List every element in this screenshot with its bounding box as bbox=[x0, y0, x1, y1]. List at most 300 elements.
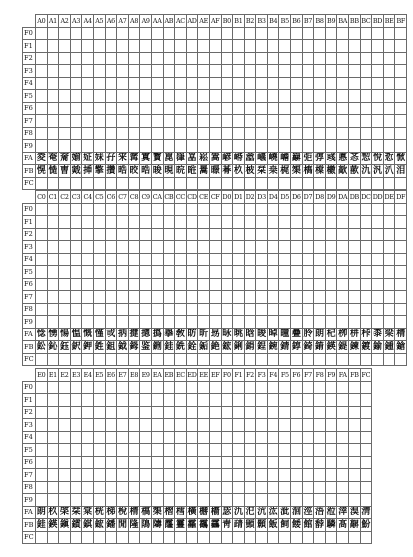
empty-cell bbox=[209, 394, 221, 407]
empty-cell bbox=[360, 140, 372, 153]
empty-cell bbox=[117, 494, 129, 507]
header-row bbox=[23, 369, 372, 382]
empty-cell bbox=[267, 90, 279, 103]
empty-cell bbox=[337, 140, 349, 153]
empty-cell bbox=[36, 481, 48, 494]
empty-cell bbox=[59, 77, 71, 90]
glyph-cell: 杞 bbox=[326, 329, 336, 340]
empty-cell bbox=[244, 353, 256, 366]
empty-cell bbox=[105, 216, 117, 229]
empty-cell bbox=[93, 316, 105, 329]
empty-cell bbox=[175, 481, 187, 494]
row-label: F2 bbox=[23, 52, 36, 65]
empty-cell bbox=[360, 481, 372, 494]
empty-cell bbox=[383, 228, 395, 241]
empty-cell bbox=[163, 52, 175, 65]
corner-cell bbox=[23, 15, 36, 28]
empty-cell bbox=[221, 216, 233, 229]
glyph-cell: 棈 bbox=[129, 507, 139, 518]
empty-cell bbox=[151, 291, 163, 304]
empty-cell bbox=[93, 102, 105, 115]
empty-cell bbox=[395, 52, 407, 65]
empty-cell bbox=[360, 52, 372, 65]
empty-cell bbox=[59, 52, 71, 65]
row-label: FA bbox=[23, 328, 36, 341]
empty-cell bbox=[82, 77, 94, 90]
empty-cell bbox=[59, 127, 71, 140]
empty-cell bbox=[163, 77, 175, 90]
empty-cell bbox=[59, 456, 71, 469]
empty-cell bbox=[279, 444, 291, 457]
empty-cell bbox=[47, 115, 59, 128]
empty-cell bbox=[128, 127, 140, 140]
column-header: B6 bbox=[291, 15, 303, 28]
empty-cell bbox=[186, 52, 198, 65]
empty-cell bbox=[175, 353, 187, 366]
glyph-cell: 妹 bbox=[94, 153, 104, 164]
empty-cell bbox=[163, 291, 175, 304]
column-header: CF bbox=[209, 191, 221, 204]
empty-cell bbox=[151, 531, 163, 544]
empty-cell bbox=[82, 216, 94, 229]
glyph-cell: 鋗 bbox=[245, 341, 255, 352]
empty-cell bbox=[302, 140, 314, 153]
empty-cell bbox=[151, 406, 163, 419]
glyph-cell: 晥 bbox=[175, 165, 185, 176]
empty-cell bbox=[279, 469, 291, 482]
empty-cell bbox=[395, 228, 407, 241]
empty-cell bbox=[314, 316, 326, 329]
glyph-cell: 鐇 bbox=[106, 519, 116, 530]
empty-cell bbox=[36, 203, 48, 216]
empty-cell bbox=[325, 102, 337, 115]
glyph-cell: 鎭 bbox=[59, 519, 69, 530]
empty-cell bbox=[209, 316, 221, 329]
empty-cell bbox=[244, 406, 256, 419]
empty-cell bbox=[117, 216, 129, 229]
empty-cell bbox=[372, 40, 384, 53]
empty-cell bbox=[267, 127, 279, 140]
empty-cell bbox=[128, 241, 140, 254]
empty-cell bbox=[244, 456, 256, 469]
glyph-cell: 擧 bbox=[164, 329, 174, 340]
empty-cell bbox=[267, 291, 279, 304]
empty-cell bbox=[36, 77, 48, 90]
empty-cell bbox=[337, 90, 349, 103]
glyph-cell: 驎 bbox=[326, 519, 336, 530]
empty-cell bbox=[291, 353, 303, 366]
empty-cell bbox=[349, 115, 361, 128]
empty-cell bbox=[279, 353, 291, 366]
column-header: F1 bbox=[233, 369, 245, 382]
empty-cell bbox=[70, 127, 82, 140]
glyph-cell: 悳 bbox=[338, 153, 348, 164]
empty-cell bbox=[36, 266, 48, 279]
empty-cell bbox=[233, 266, 245, 279]
empty-cell bbox=[372, 216, 384, 229]
row-label: F1 bbox=[23, 394, 36, 407]
row-label: F9 bbox=[23, 494, 36, 507]
empty-cell bbox=[163, 531, 175, 544]
empty-cell bbox=[36, 419, 48, 432]
empty-cell bbox=[163, 266, 175, 279]
empty-cell bbox=[117, 228, 129, 241]
empty-cell bbox=[70, 253, 82, 266]
empty-cell bbox=[244, 481, 256, 494]
empty-cell bbox=[140, 278, 152, 291]
empty-cell bbox=[59, 140, 71, 153]
empty-cell bbox=[325, 253, 337, 266]
glyph-cell: 栞 bbox=[257, 165, 267, 176]
empty-cell bbox=[360, 381, 372, 394]
empty-cell bbox=[151, 127, 163, 140]
empty-cell bbox=[360, 115, 372, 128]
empty-cell bbox=[198, 127, 210, 140]
glyph-cell: 桼 bbox=[373, 329, 383, 340]
table-row bbox=[23, 291, 407, 304]
column-header: C8 bbox=[128, 191, 140, 204]
glyph-cell: 嵃 bbox=[222, 153, 232, 164]
empty-cell bbox=[70, 228, 82, 241]
empty-cell bbox=[70, 65, 82, 78]
empty-cell bbox=[221, 127, 233, 140]
row-label: F7 bbox=[23, 291, 36, 304]
empty-cell bbox=[360, 90, 372, 103]
table-row bbox=[23, 316, 407, 329]
empty-cell bbox=[325, 444, 337, 457]
empty-cell bbox=[267, 444, 279, 457]
glyph-cell: 孖 bbox=[106, 153, 116, 164]
empty-cell bbox=[360, 127, 372, 140]
glyph-cell: 汃 bbox=[384, 165, 394, 176]
column-header: CD bbox=[186, 191, 198, 204]
empty-cell bbox=[186, 469, 198, 482]
empty-cell bbox=[128, 102, 140, 115]
empty-cell bbox=[279, 228, 291, 241]
corner-cell bbox=[23, 191, 36, 204]
empty-cell bbox=[140, 381, 152, 394]
empty-cell bbox=[140, 266, 152, 279]
glyph-cell: 隝 bbox=[141, 519, 151, 530]
empty-cell bbox=[267, 419, 279, 432]
empty-cell bbox=[325, 52, 337, 65]
glyph-cell: 昹 bbox=[222, 329, 232, 340]
column-header: F8 bbox=[314, 369, 326, 382]
empty-cell bbox=[279, 177, 291, 190]
empty-cell bbox=[175, 456, 187, 469]
empty-cell bbox=[233, 177, 245, 190]
empty-cell bbox=[175, 127, 187, 140]
empty-cell bbox=[325, 494, 337, 507]
column-header: C1 bbox=[47, 191, 59, 204]
empty-cell bbox=[186, 102, 198, 115]
glyph-cell: 忞 bbox=[349, 153, 359, 164]
empty-cell bbox=[186, 241, 198, 254]
empty-cell bbox=[209, 469, 221, 482]
empty-cell bbox=[151, 52, 163, 65]
empty-cell bbox=[198, 102, 210, 115]
empty-cell bbox=[82, 241, 94, 254]
glyph-cell: 靍 bbox=[199, 519, 209, 530]
empty-cell bbox=[256, 353, 268, 366]
empty-cell bbox=[325, 140, 337, 153]
empty-cell bbox=[198, 419, 210, 432]
empty-cell bbox=[302, 102, 314, 115]
empty-cell bbox=[186, 40, 198, 53]
column-header: C9 bbox=[140, 191, 152, 204]
empty-cell bbox=[291, 316, 303, 329]
empty-cell bbox=[105, 444, 117, 457]
empty-cell bbox=[93, 444, 105, 457]
empty-cell bbox=[383, 90, 395, 103]
empty-cell bbox=[198, 27, 210, 40]
glyph-cell: 桛 bbox=[361, 329, 371, 340]
glyph-cell: 寗 bbox=[129, 153, 139, 164]
empty-cell bbox=[383, 203, 395, 216]
empty-cell bbox=[337, 52, 349, 65]
empty-cell bbox=[47, 406, 59, 419]
table-row bbox=[23, 278, 407, 291]
empty-cell bbox=[360, 203, 372, 216]
empty-cell bbox=[244, 203, 256, 216]
empty-cell bbox=[209, 266, 221, 279]
glyph-cell: 歊 bbox=[338, 165, 348, 176]
empty-cell bbox=[105, 419, 117, 432]
row-label: F0 bbox=[23, 203, 36, 216]
empty-cell bbox=[244, 531, 256, 544]
empty-cell bbox=[349, 456, 361, 469]
empty-cell bbox=[325, 216, 337, 229]
empty-cell bbox=[198, 353, 210, 366]
empty-cell bbox=[209, 127, 221, 140]
empty-cell bbox=[360, 216, 372, 229]
glyph-cell: 錆 bbox=[280, 341, 290, 352]
empty-cell bbox=[244, 102, 256, 115]
empty-cell bbox=[59, 291, 71, 304]
empty-cell bbox=[47, 278, 59, 291]
empty-cell bbox=[151, 228, 163, 241]
empty-cell bbox=[302, 303, 314, 316]
empty-cell bbox=[209, 353, 221, 366]
empty-cell bbox=[279, 266, 291, 279]
empty-cell bbox=[93, 494, 105, 507]
glyph-cell: 閒 bbox=[117, 519, 127, 530]
empty-cell bbox=[163, 241, 175, 254]
empty-cell bbox=[36, 253, 48, 266]
empty-cell bbox=[163, 140, 175, 153]
empty-cell bbox=[314, 394, 326, 407]
column-header: EB bbox=[163, 369, 175, 382]
empty-cell bbox=[93, 241, 105, 254]
column-header: D6 bbox=[291, 191, 303, 204]
empty-cell bbox=[337, 419, 349, 432]
glyph-cell: 鋺 bbox=[268, 341, 278, 352]
empty-cell bbox=[256, 481, 268, 494]
empty-cell bbox=[349, 316, 361, 329]
row-label: FB bbox=[23, 341, 36, 354]
empty-cell bbox=[302, 228, 314, 241]
empty-cell bbox=[105, 40, 117, 53]
empty-cell bbox=[151, 456, 163, 469]
glyph-cell: 銑 bbox=[175, 341, 185, 352]
empty-cell bbox=[291, 102, 303, 115]
empty-cell bbox=[175, 531, 187, 544]
table-row bbox=[23, 241, 407, 254]
glyph-cell: 鋐 bbox=[94, 519, 104, 530]
empty-cell bbox=[233, 406, 245, 419]
empty-cell bbox=[47, 127, 59, 140]
glyph-cell: 髜 bbox=[349, 519, 359, 530]
glyph-cell: 橖 bbox=[315, 165, 325, 176]
empty-cell bbox=[36, 177, 48, 190]
glyph-cell: 鉶 bbox=[152, 341, 162, 352]
empty-cell bbox=[256, 102, 268, 115]
empty-cell bbox=[256, 127, 268, 140]
empty-cell bbox=[233, 494, 245, 507]
glyph-cell: 鉏 bbox=[106, 341, 116, 352]
glyph-cell: 櫢 bbox=[326, 165, 336, 176]
empty-cell bbox=[140, 203, 152, 216]
empty-cell bbox=[372, 115, 384, 128]
empty-cell bbox=[70, 27, 82, 40]
empty-cell bbox=[105, 481, 117, 494]
empty-cell bbox=[47, 203, 59, 216]
empty-cell bbox=[59, 531, 71, 544]
empty-cell bbox=[221, 253, 233, 266]
empty-cell bbox=[128, 77, 140, 90]
empty-cell bbox=[349, 27, 361, 40]
empty-cell bbox=[360, 431, 372, 444]
empty-cell bbox=[337, 481, 349, 494]
empty-cell bbox=[82, 381, 94, 394]
empty-cell bbox=[291, 241, 303, 254]
empty-cell bbox=[59, 419, 71, 432]
column-header: F7 bbox=[302, 369, 314, 382]
empty-cell bbox=[151, 102, 163, 115]
empty-cell bbox=[175, 494, 187, 507]
corner-cell bbox=[23, 369, 36, 382]
empty-cell bbox=[279, 241, 291, 254]
empty-cell bbox=[93, 127, 105, 140]
empty-cell bbox=[302, 278, 314, 291]
empty-cell bbox=[349, 444, 361, 457]
empty-cell bbox=[302, 216, 314, 229]
glyph-cell: 嵂 bbox=[175, 153, 185, 164]
empty-cell bbox=[175, 406, 187, 419]
table-row bbox=[23, 177, 407, 190]
empty-cell bbox=[175, 394, 187, 407]
empty-cell bbox=[221, 228, 233, 241]
empty-cell bbox=[93, 431, 105, 444]
empty-cell bbox=[325, 77, 337, 90]
empty-cell bbox=[151, 216, 163, 229]
empty-cell bbox=[349, 65, 361, 78]
empty-cell bbox=[70, 52, 82, 65]
row-label: F2 bbox=[23, 228, 36, 241]
empty-cell bbox=[82, 291, 94, 304]
column-header: DC bbox=[360, 191, 372, 204]
glyph-cell: 惗 bbox=[36, 329, 46, 340]
glyph-cell: 涬 bbox=[338, 507, 348, 518]
column-header: E1 bbox=[47, 369, 59, 382]
glyph-cell: 梲 bbox=[117, 507, 127, 518]
glyph-cell: 悅 bbox=[373, 153, 383, 164]
empty-cell bbox=[256, 266, 268, 279]
header-row bbox=[23, 191, 407, 204]
empty-cell bbox=[233, 40, 245, 53]
empty-cell bbox=[244, 77, 256, 90]
empty-cell bbox=[198, 77, 210, 90]
empty-cell bbox=[93, 469, 105, 482]
glyph-cell: 鍍 bbox=[361, 341, 371, 352]
empty-cell bbox=[59, 444, 71, 457]
empty-cell bbox=[383, 127, 395, 140]
empty-cell bbox=[314, 456, 326, 469]
empty-cell bbox=[360, 316, 372, 329]
empty-cell bbox=[82, 102, 94, 115]
empty-cell bbox=[256, 228, 268, 241]
empty-cell bbox=[256, 90, 268, 103]
glyph-cell: 嶬 bbox=[257, 153, 267, 164]
empty-cell bbox=[117, 27, 129, 40]
glyph-cell: 媊 bbox=[71, 153, 81, 164]
empty-cell bbox=[186, 177, 198, 190]
empty-cell bbox=[163, 127, 175, 140]
empty-cell bbox=[128, 253, 140, 266]
empty-cell bbox=[244, 469, 256, 482]
empty-cell bbox=[209, 52, 221, 65]
glyph-cell: 鍈 bbox=[326, 341, 336, 352]
empty-cell bbox=[325, 291, 337, 304]
empty-cell bbox=[372, 203, 384, 216]
empty-cell bbox=[198, 140, 210, 153]
empty-cell bbox=[163, 303, 175, 316]
empty-cell bbox=[198, 278, 210, 291]
glyph-cell: 晙 bbox=[152, 165, 162, 176]
empty-cell bbox=[325, 241, 337, 254]
glyph-cell: 嵓 bbox=[187, 153, 197, 164]
empty-cell bbox=[151, 77, 163, 90]
empty-cell bbox=[140, 469, 152, 482]
empty-cell bbox=[36, 241, 48, 254]
column-header: F6 bbox=[291, 369, 303, 382]
glyph-cell: 隆 bbox=[129, 519, 139, 530]
empty-cell bbox=[198, 52, 210, 65]
empty-cell bbox=[117, 65, 129, 78]
empty-cell bbox=[209, 431, 221, 444]
empty-cell bbox=[117, 127, 129, 140]
empty-cell bbox=[221, 291, 233, 304]
empty-cell bbox=[198, 481, 210, 494]
glyph-cell: 栟 bbox=[349, 329, 359, 340]
table-row bbox=[23, 394, 372, 407]
column-header: DE bbox=[383, 191, 395, 204]
empty-cell bbox=[302, 456, 314, 469]
empty-cell bbox=[47, 228, 59, 241]
column-header: BE bbox=[383, 15, 395, 28]
table-row bbox=[23, 40, 407, 53]
empty-cell bbox=[314, 52, 326, 65]
empty-cell bbox=[70, 90, 82, 103]
empty-cell bbox=[244, 177, 256, 190]
empty-cell bbox=[279, 278, 291, 291]
empty-cell bbox=[302, 241, 314, 254]
empty-cell bbox=[128, 216, 140, 229]
empty-cell bbox=[163, 431, 175, 444]
empty-cell bbox=[47, 140, 59, 153]
empty-cell bbox=[163, 419, 175, 432]
empty-cell bbox=[151, 140, 163, 153]
